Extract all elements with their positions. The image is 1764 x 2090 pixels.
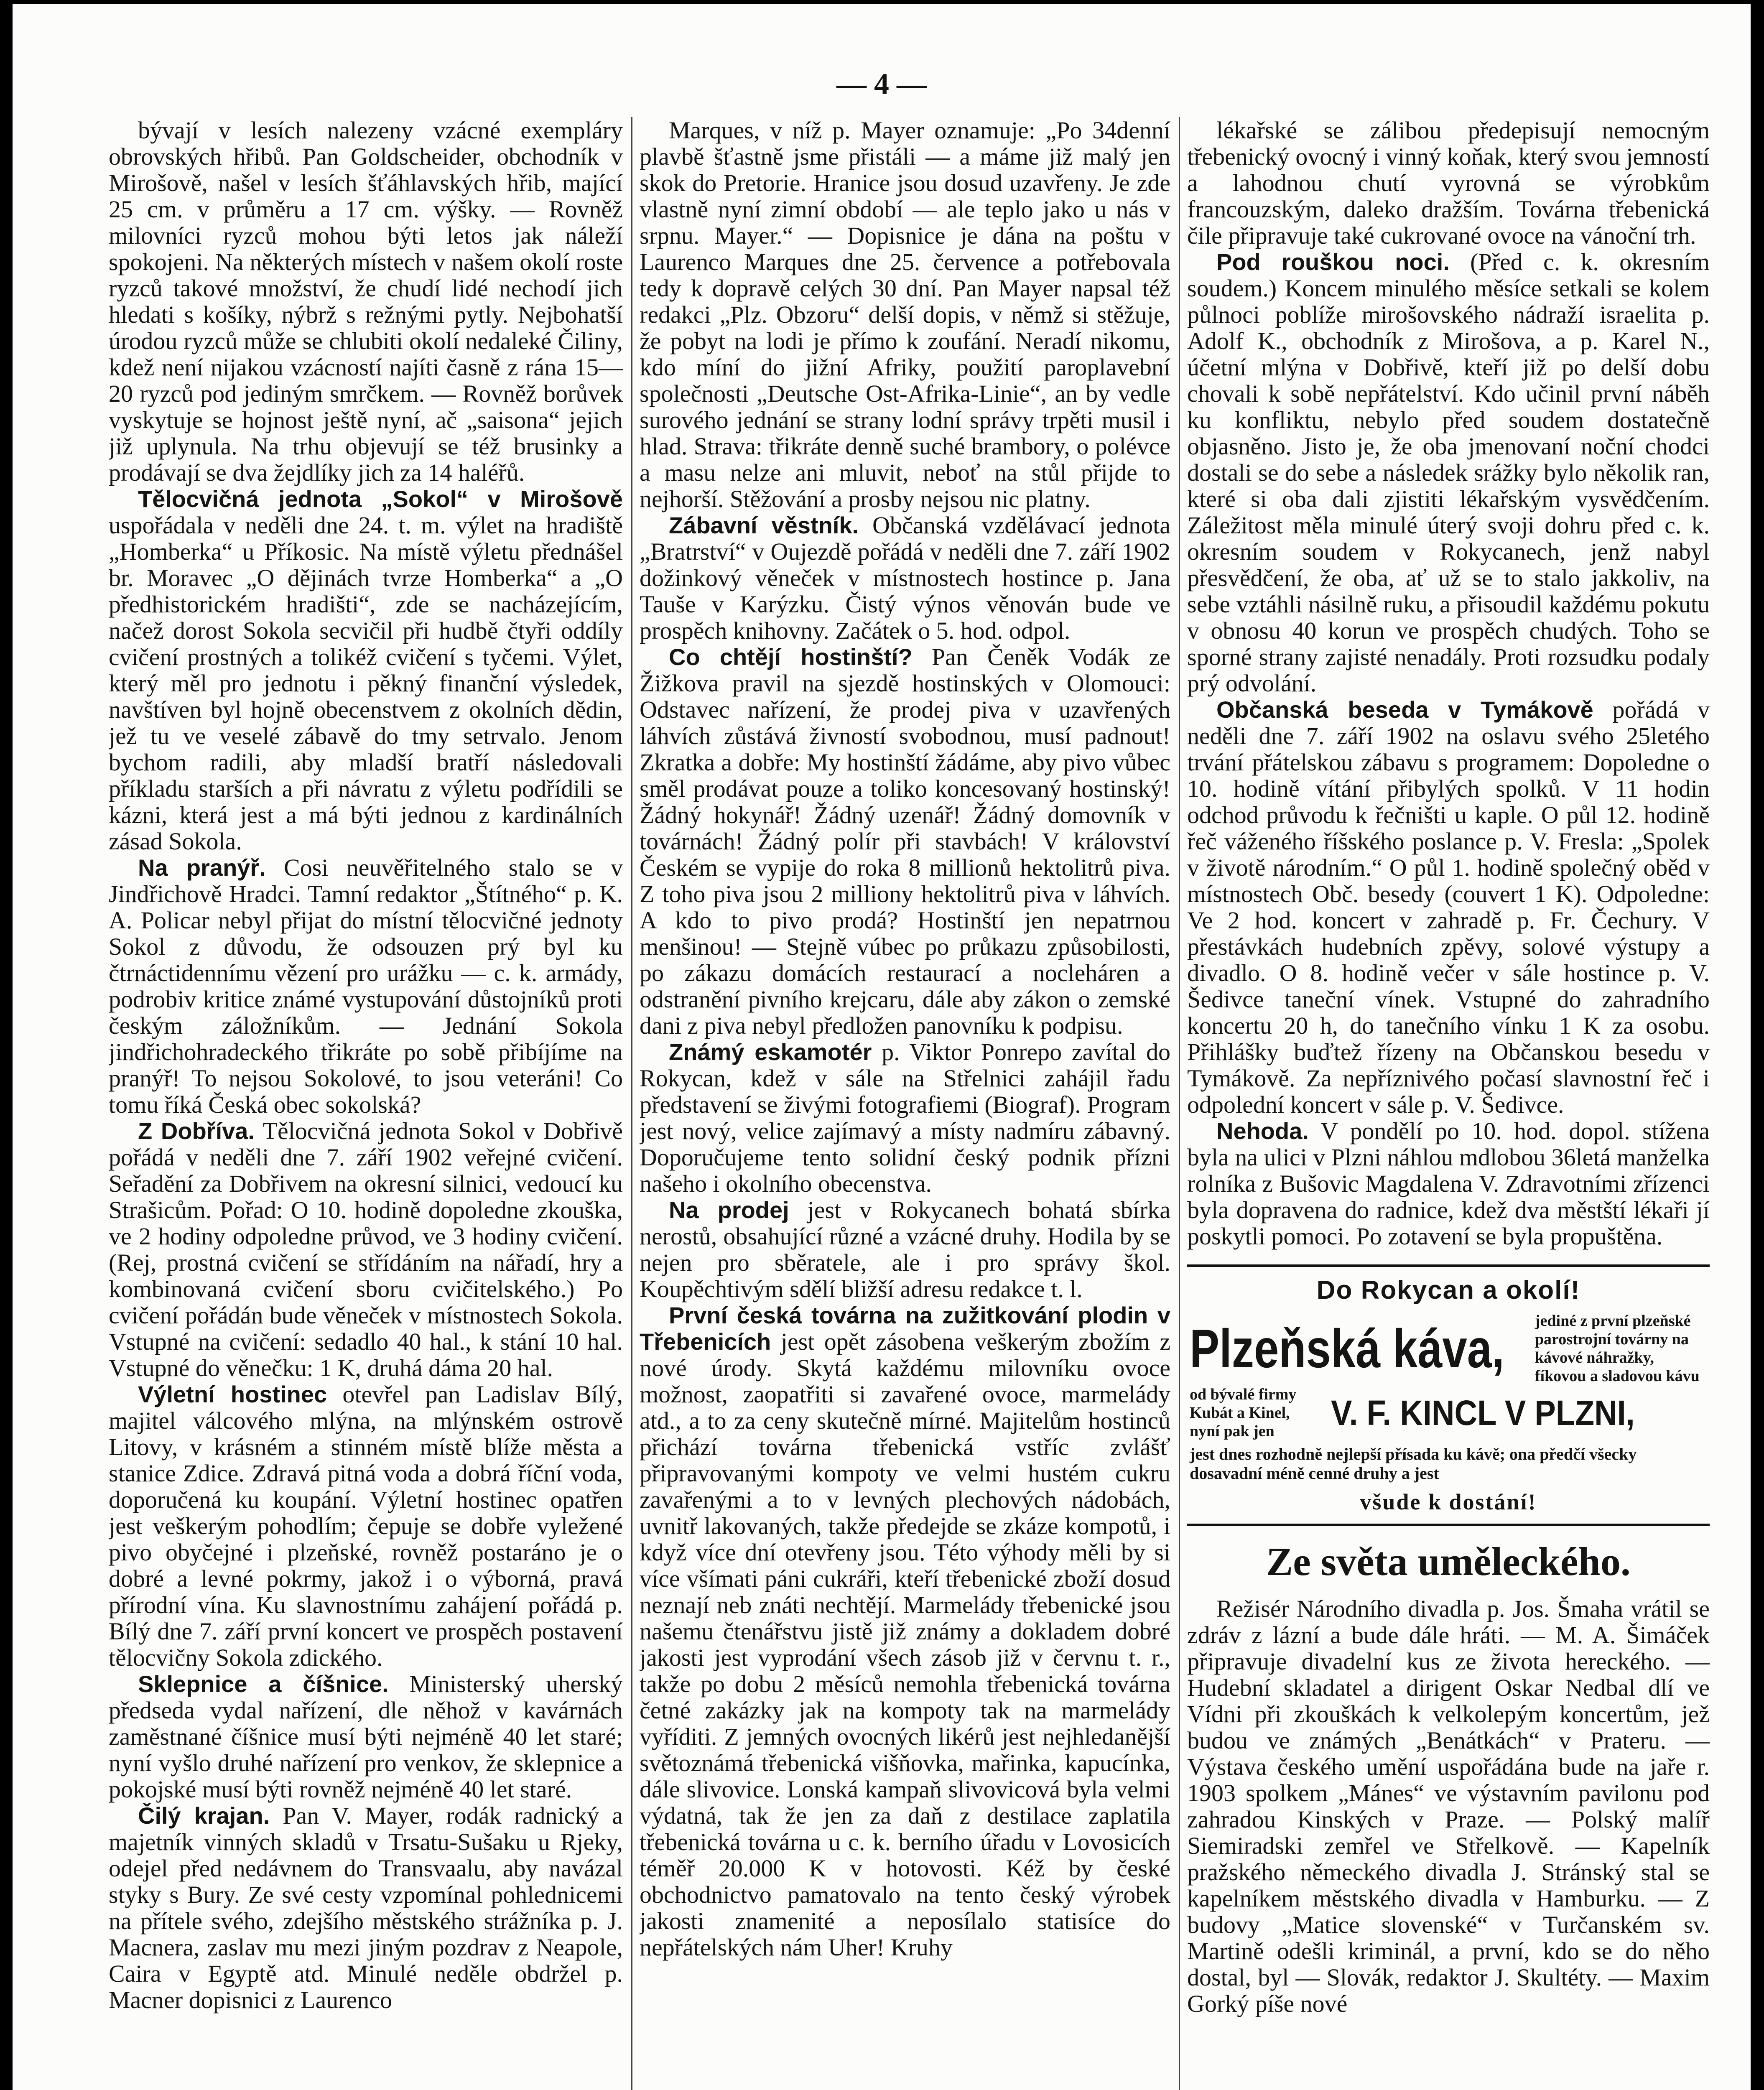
article-heading: Čilý krajan. xyxy=(138,1802,270,1829)
ad-footer: všude k dostání! xyxy=(1360,1489,1537,1514)
article-text: (Před c. k. okresním soudem.) Koncem minulého měsíce setkali se kolem půlnoci poblíže mirošovského nádraží israelita p. Adolf K., obchodník z Mirošova, a p. Karel N., účetní mlýna v Dobřivě, kteří již po delší dobu chovali k sobě nepřátelství. Kdo učinil první náběh ku konfliktu, nebylo před soudem dostatečně objasněno. Jisto je, že oba jmenovaní noční chodci dostali se do sebe a následek srážky bylo několik ran, které si oba dali zjistiti lékařským vysvědčením. Záležitost měla minulé úterý svoji dohru před c. k. okresním soudem v Rokycanech, jenž nabyl přesvědčení, že oba, ať už se to stalo jakkoliv, na sebe vztáhli násilně ruku, a přisoudil každému pokutu v obnosu 40 korun ve prospěch chudých. Toho se sporné strany zajisté nenadály. Proti rozsudku podaly prý odvolání. xyxy=(1187,248,1710,697)
column-3-articles xyxy=(1187,117,1710,1249)
article xyxy=(109,117,623,486)
article-heading: Občanská beseda v Tymákově xyxy=(1216,696,1593,723)
article-heading: Z Dobřívа. xyxy=(138,1118,255,1144)
article-text: Občanská vzdělávací jednota „Bratrství“ v Oujezdě pořádá v neděli dne 7. září 1902 dožinkový věneček v místnostech hostince p. Jana Tauše v Karýzku. Čistý výnos věnován bude ve prospěch knihovny. Začátek o 5. hod. odpol. xyxy=(640,512,1170,644)
column-1 xyxy=(109,117,623,2090)
article-text: Cosi neuvěřitelného stalo se v Jindřichově Hradci. Tamní redaktor „Štítného“ p. K. A. Policar nebyl přijat do místní tělocvičné jednoty Sokol z důvodu, že odsouzen prý byl ku čtrnáctidennímu vězení pro urážku — c. k. armády, podrobiv kritice známé vystupování důstojníků proti českým záložníkům. — Jednání Sokola jindřichohradeckého třikráte po sobě přibíjíme na pranýř! To nejsou Sokolové, to jsou veteráni! Co tomu říká Česká obec sokolská? xyxy=(109,854,623,1118)
article xyxy=(640,117,1170,512)
section-text: Režisér Národního divadla p. Jos. Šmaha vrátil se zdráv z lázní a bude dále hráti. — M. A. Šimáček připravuje divadelní kus ze života hereckého. — Hudební skladatel a dirigent Oskar Nedbal dlí ve Vídni při zkouškách k velkolepým koncertům, jež budou ve známých „Benátkách“ v Prateru. — Výstava českého umění uspořádána bude na jaře r. 1903 spolkem „Mánes“ ve výstavním pavilonu pod zahradou Kinských v Praze. — Polský malíř Siemiradski zemřel ve Střelkově. — Kapelník pražského německého divadla J. Stránský stal se kapelníkem městského divadla v Hamburku. — Z budovy „Matice slovenské“ v Turčanském sv. Martině odešli kriminál, a první, kdo se do něho dostal, byl — Slovák, redaktor J. Skultéty. — Maxim Gorký píše nové xyxy=(1187,1595,1710,2017)
article xyxy=(1187,117,1710,249)
article-heading: Co chtějí hostinští? xyxy=(669,644,913,670)
article-heading: Známý eskamotér xyxy=(669,1039,872,1065)
article-text: V pondělí po 10. hod. dopol. stížena byla na ulici v Plzni náhlou mdlobou 36letá manželka rolníka z Bušovic Magdalena V. Zdravotními zřízenci byla dopravena do radnice, kdež dva městští lékaři jí poskytli pomoci. Po zotavení se byla propuštěna. xyxy=(1187,1117,1710,1250)
article-text: Marques, v níž p. Mayer oznamuje: „Po 34denní plavbě šťastně jsme přistáli — a máme již malý jen skok do Pretorie. Hranice jsou dosud uzavřeny. Je zde vlastně nyní zimní období — ale teplo jako u nás v srpnu. Mayer.“ — Dopisnice je dána na poštu v Laurenco Marques dne 25. července a potřebovala tedy k dopravě celých 30 dní. Pan Mayer napsal též redakci „Plz. Obzoru“ delší dopis, v němž si stěžuje, že pobyt na lodi je přímo k zoufání. Neradí nikomu, kdo míní do jižní Afriky, použití paroplavební společnosti „Deutsche Ost-Afrika-Linie“, an by vedle surového jednání se strany lodní správy trpěti musil i hlad. Strava: třikráte denně suché brambory, o polévce a masu nelze ani mluvit, neboť na stůl přijde to nejhorší. Stěžování a prosby nejsou nic platny. xyxy=(640,117,1170,512)
article xyxy=(109,1802,623,2013)
article-heading: První česká továrna na zužitkování plodin v Třebenicích xyxy=(640,1302,1170,1355)
article-text: p. Viktor Ponrepo zavítal do Rokycan, kdež v sále na Střelnici zahájil řadu představení se živými fotografiemi (Biograf). Program jest nový, velice zajímavý a místy nadmíru zábavný. Doporučujeme tento solidní český podnik přízni našeho i okolního obecenstva. xyxy=(640,1038,1170,1197)
article-text: jest opět zásobena veškerým zbožím z nové úrody. Skytá každému milovníku ovoce možnost, zaopatřiti si zavařené ovoce, marmelády atd., a to za ceny skutečně mírné. Majitelům hostinců přichází továrna třebenická vstříc zvlášť připravovanými kompoty ve velmi hustém cukru zavařenými a to v levných plechových nádobách, uvnitř lakovaných, takže předejde se zkáze kompotů, i když více dní otevřeny jsou. Této výhody měli by si více všímati páni cukráři, kteří třebenické zboží dosud neznají neb znáti nechtějí. Marmelády třebenické jsou našemu čtenářstvu jistě již známy a dokladem dobré jakosti jest vyprodání všech zásob již v červnu t. r., takže po dobu 2 měsíců nemohla třebenická továrna četné zakázky jak na kompoty tak na marmelády vyříditi. Z jemných ovocných likérů jest nejhledanější světoznámá třebenická višňovka, mařinka, kapucínka, dále slivovice. Lonská kampaň slivovicová byla velmi výdatná, tak že jen za daň z destilace zaplatila třebenická továrna u c. k. berního úřadu v Lovosicích téměř 20.000 K v hotovosti. Kéž by české obchodnictvo pamatovalo na tento český výrobek jakosti znamenité a neposílalo statisíce do nepřátelských nám Uher! Kruhy xyxy=(640,1328,1170,1961)
column-rule-2 xyxy=(1179,117,1180,2090)
article-heading: Zábavní věstník. xyxy=(669,512,859,538)
article xyxy=(109,854,623,1118)
ad-side-text: jediné z první plzeňské parostrojní továrny na kávové náhražky, fíkovou a sladovou kávu xyxy=(1535,1312,1700,1385)
article-heading: Sklepnice a číšnice. xyxy=(138,1671,389,1697)
column-rule-1 xyxy=(631,117,632,2090)
ad-title: Plzeňská káva, xyxy=(1190,1318,1504,1379)
article-text: jest v Rokycanech bohatá sbírka nerostů, obsahující různé a vzácné druhy. Hodila by se nejen pro sběratele, ale i pro správy škol. Koupěchtivým sdělí bližší adresu redakce t. l. xyxy=(640,1196,1170,1302)
article xyxy=(109,486,623,854)
page-number: — 4 — xyxy=(836,67,927,101)
column-3 xyxy=(1187,117,1710,2090)
article xyxy=(640,1197,1170,1302)
ad-header: Do Rokycan a okolí! xyxy=(1316,1276,1580,1305)
ad-text: jest dnes rozhodně nejlepší přísada ku kávě; ona předčí všecky dosavadní méně cenné druhy a jest xyxy=(1190,1445,1637,1483)
article xyxy=(640,644,1170,1039)
article xyxy=(640,1039,1170,1197)
article xyxy=(1187,249,1710,696)
article-heading: Na pranýř. xyxy=(138,854,266,881)
article-heading: Tělocvičná jednota „Sokol“ v Mirošově xyxy=(138,486,623,512)
article xyxy=(1187,1118,1710,1249)
ad-firm-name: V. F. KINCL V PLZNI, xyxy=(1331,1393,1635,1432)
article-heading: Nehoda. xyxy=(1216,1118,1309,1144)
article xyxy=(640,512,1170,644)
article xyxy=(640,1302,1170,1960)
coffee-advertisement xyxy=(1187,1264,1710,1526)
article xyxy=(109,1381,623,1671)
article-text: Pan V. Mayer, rodák radnický a majetník vinných skladů v Trsatu-Sušaku u Rjeky, odejel před nedávnem do Transvaalu, aby navázal styky s Bury. Ze své cesty vzpomínal pohlednicemi na přítele svého, zdejšího městského strážníka p. J. Macnera, zaslav mu mezi jiným pozdrav z Neapole, Caira v Egyptě atd. Minulé neděle obdržel p. Macner dopisnici z Laurenco xyxy=(109,1802,623,2014)
article-text: Pan Čeněk Vodák ze Žižkova pravil na sjezdě hostinských v Olomouci: Odstavec nařízení, že prodej piva v uzavřených láhvích zůstává živností svobodnou, musí padnout! Zkratka a dobře: My hostinští žádáme, aby pivo vůbec směl prodávat pouze a toliko koncesovaný hostinský! Žádný hokynář! Žádný uzenář! Žádný domovník v továrnách! Žádný polír při stavbách! V království Českém se vypije do roka 8 millionů hektolitrů piva. Z toho piva jsou 2 milliony hektolitrů piva v láhvích. A kdo to pivo prodá? Hostinští jen nepatrnou menšinou! — Stejně vúbec po průkazu způsobilosti, po zákazu domácích restaurací a nocleháren a odstranění pivního krejcaru, dále aby zákon o zemské dani z piva nebyl předložen panovníku k podpisu. xyxy=(640,643,1170,1039)
article-text: Ministerský uherský předseda vydal nařízení, dle něhož v kavárnách zaměstnané číšnice musí býti nejméně 40 let staré; nyní vyšlo druhé nařízení pro venkov, že sklepnice a pokojské musí býti rovněž nejméně 40 let staré. xyxy=(109,1670,623,1803)
column-2 xyxy=(640,117,1170,2090)
article-text: lékařské se zálibou předepisují nemocným třebenický ovocný i vinný koňak, který svou jemností a lahodnou chutí vyrovná se výrobkům francouzským, daleko dražším. Továrna třebenická čile připravuje také cukrované ovoce na vánoční trh. xyxy=(1187,117,1710,249)
article-heading: Pod rouškou noci. xyxy=(1216,249,1450,275)
ad-firm-prefix: od bývalé firmy Kubát a Kinel, nyní pak jen xyxy=(1190,1386,1297,1440)
article-heading: Výletní hostinec xyxy=(138,1381,327,1407)
article xyxy=(1187,696,1710,1118)
article-text: Tělocvičná jednota Sokol v Dobřivě pořádá v neděli dne 7. září 1902 veřejné cvičení. Seřadění za Dobřivem na okresní silnici, vedoucí ku Strašicům. Pořad: O 10. hodině dopoledne zkouška, ve 2 hodiny odpoledne průvod, ve 3 hodiny cvičení. (Rej, prostná cvičení se střídáním na nářadí, hry a kombinovaná cvičení sboru cvičitelského.) Po cvičení pořádán bude věneček v místnostech Sokola. Vstupné na cvičení: sedadlo 40 hal., k stání 10 hal. Vstupné do věnečku: 1 K, druhá dáma 20 hal. xyxy=(109,1117,623,1381)
article-text: uspořádala v neděli dne 24. t. m. výlet na hradiště „Homberka“ u Příkosic. Na místě výletu přednášel br. Moravec „O dějinách tvrze Homberka“ a „O předhistorickém hradišti“, zde se nacházejícím, načež dorost Sokola secvičil při hudbě čtyři oddíly cvičení prostných a tolikéž cvičení s tyčemi. Výlet, který měl pro jednotu i pěkný finanční výsledek, navštíven byl hojně obecenstvem z okolních dědin, jež tu ve veselé zábavě do tmy setrvalo. Jenom bychom radili, aby mladší bratří následovali příkladu starších a při návratu z výletu podřídili se kázni, která jest a má býti jednou z kardinálních zásad Sokola. xyxy=(109,512,623,855)
section-title: Ze světa uměleckého. xyxy=(1266,1539,1631,1584)
article-text: pořádá v neděli dne 7. září 1902 na oslavu svého 25letého trvání přátelskou zábavu s programem: Dopoledne o 10. hodině vítání přibylých spolků. V 11 hodin odchod průvodu k řečništi u kaple. O půl 12. hodině řeč váženého říšského poslance p. V. Fresla: „Spolek v životě národním.“ O půl 1. hodině společný oběd v místnostech Obč. besedy (couvert 1 K). Odpoledne: Ve 2 hod. koncert v zahradě p. Fr. Čechury. V přestávkách hudebních zpěvy, solové výstupy a divadlo. O 8. hodině večer v sále hostince p. V. Šedivce taneční vínek. Vstupné do zahradního koncertu 20 h, do tanečního vínku 1 K za osobu. Přihlášky buďtež řízeny na Občanskou besedu v Tymákově. Za nepříznivého počasí slavnostní řeč i odpolední koncert v sále p. V. Šedivce. xyxy=(1187,696,1710,1118)
article xyxy=(109,1671,623,1802)
article-text: bývají v lesích nalezeny vzácné exempláry obrovských hřibů. Pan Goldscheider, obchodník v Mirošově, našel v lesích šťáhlavských hřib, mající 25 cm. v průměru a 17 cm. výšky. — Rovněž milovníci ryzců mohou býti letos jak náleží spokojeni. Na některých místech v našem okolí roste ryzců takové množství, že chudí lidé nechodí jich hledati s košíky, nýbrž s režnými pytly. Nejbohatší úrodou ryzců může se chlubiti okolí nedaleké Čiliny, kdež není nijakou vzácností najíti časně z rána 15—20 ryzců pod jediným smrčkem. — Rovněž borůvek vyskytuje se hojnost ještě nyní, ač „saisona“ jejich již uplynula. Na trhu objevují se též brusinky a prodávají se dva žejdlíky jich za 14 haléřů. xyxy=(109,117,623,486)
ad-firm-row xyxy=(1190,1385,1707,1440)
newspaper-page xyxy=(13,4,1751,2090)
article-heading: Na prodej xyxy=(669,1197,789,1223)
article-text: otevřel pan Ladislav Bílý, majitel válcového mlýna, na mlýnském ostrově Litovy, v krásném a stinném místě blíže města a stanice Zdice. Zdravá pitná voda a dobrá říční voda, doporučená ku koupání. Výletní hostinec opatřen jest veškerým pohodlím; čepuje se dobře vyležené pivo obyčejné i plzeňské, rovněž postaráno je o dobré a levné pokrmy, jakož i o výborná, pravá přírodní vína. Ku slavnostnímu zahájení pořádá p. Bílý dne 7. září první koncert ve prospěch postavení tělocvičny Sokola zdického. xyxy=(109,1381,623,1671)
article xyxy=(109,1118,623,1381)
ad-title-row xyxy=(1190,1312,1707,1385)
